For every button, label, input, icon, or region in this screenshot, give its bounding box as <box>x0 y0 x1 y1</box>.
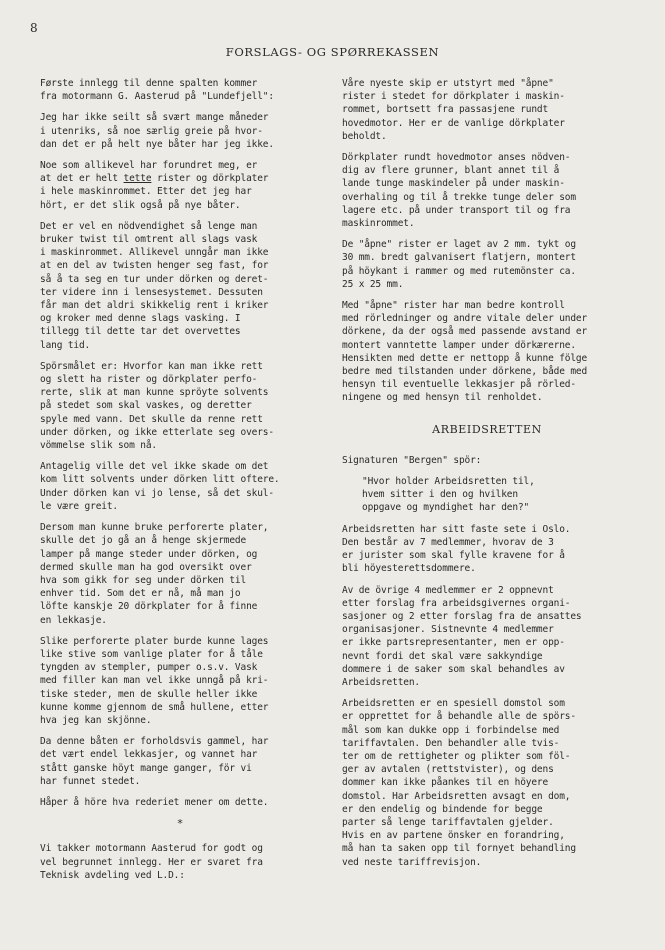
page-title: FORSLAGS- OG SPØRREKASSEN <box>225 45 440 59</box>
section-divider: * <box>176 817 184 831</box>
letter-paragraph: Slike perforerte plater burde kunne lages like stive som vanlige plater for å tåle tyngden av stempler, pumper o.s.v. Vask med filler kan man vel ikke unngå på kri- tiske steder, men de skulle heller ikke kunne komme gjennom de små hullene, etter hva jeg kan skjönne. <box>40 635 269 726</box>
reply-paragraph: Dörkplater rundt hovedmotor anses nödven- dig av flere grunner, blant annet til å lande tunge maskindeler på under maskin- overhaling og til å trekke tunge deler som lagere etc. på under transport til og fra maskinrommet. <box>342 152 576 230</box>
page-number: 8 <box>30 21 38 35</box>
answer-paragraph: Av de övrige 4 medlemmer er 2 oppnevnt etter forslag fra arbeidsgivernes organi- sasjoner og 2 etter forslag fra de ansattes organisasjoner. Sistnevnte 4 medlemmer er ikke partsrepresentanter, men er opp- nevnt fordi det skal være sakkyndige dommere i de saker som skal behandles av Arbeidsretten. <box>342 584 582 688</box>
letter-paragraph: Dersom man kunne bruke perforerte plater, skulle det jo gå an å henge skjermede lamper på mange steder under dörken, og dermed skulle man ha god oversikt over hva som gikk for seg under dörken til enhver tid. Som det er nå, må man jo löfte kanskje 20 dörkplater for å finne en lekkasje. <box>40 522 269 626</box>
letter-paragraph: Spörsmålet er: Hvorfor kan man ikke rett og slett ha rister og dörkplater perfo- rerte, slik at man kunne spröyte solvents på stedet som skal vaskes, og deretter spyle med vann. Det skulle da renne rett under dörken, og ikke etterlate seg overs- vömmelse slik som nå. <box>40 360 274 452</box>
letter-paragraph: Noe som allikevel har forundret meg, er at det er helt tette rister og dörkplater i hele maskinrommet. Etter det jeg har hört, er det slik også på nye båter. <box>40 160 269 211</box>
intro-paragraph: Første innlegg til denne spalten kommer fra motormann G. Aasterud på "Lundefjell": <box>40 78 274 103</box>
right-column <box>342 77 632 877</box>
underlined-word: tette <box>123 173 152 185</box>
question-intro: Signaturen "Bergen" spör: <box>342 454 482 466</box>
left-column <box>40 77 320 890</box>
question-quote: "Hvor holder Arbeidsretten til, hvem sitter i den og hvilken oppgave og myndighet har den?" <box>362 476 535 514</box>
answer-paragraph: Arbeidsretten har sitt faste sete i Oslo. Den består av 7 medlemmer, hvorav de 3 er jurister som skal fylle kravene for å bli höyesterettsdommere. <box>342 523 571 575</box>
reply-intro-paragraph: Vi takker motormann Aasterud for godt og vel begrunnet innlegg. Her er svaret fra Teknisk avdeling ved L.D.: <box>40 843 263 881</box>
letter-paragraph: Håper å höre hva rederiet mener om dette. <box>40 796 269 808</box>
letter-paragraph: Antagelig ville det vel ikke skade om det kom litt solvents under dörken litt oftere. Under dörken kan vi jo lense, så det skul- le være greit. <box>40 461 280 512</box>
reply-paragraph: Med "åpne" rister har man bedre kontroll med rörledninger og andre vitale deler under dörkene, da der også med passende avstand er montert vanntette lamper under dörkærerne. Hensikten med dette er nettopp å kunne fölge bedre med tilstanden under dörkene, både med hensyn til eventuelle lekkasjer på rörled- ningene og med hensyn til renholdet. <box>342 300 588 404</box>
letter-paragraph: Da denne båten er forholdsvis gammel, har det vært endel lekkasjer, og vannet har stått ganske höyt mange ganger, för vi har funnet stedet. <box>40 736 269 787</box>
letter-paragraph: Jeg har ikke seilt så svært mange måneder i utenriks, så noe særlig greie på hvor- dan det er på helt nye båter har jeg ikke. <box>40 112 274 150</box>
reply-paragraph: De "åpne" rister er laget av 2 mm. tykt og 30 mm. bredt galvanisert flatjern, montert på höykant i rammer og med rutemönster ca. 25 x 25 mm. <box>342 239 576 290</box>
reply-paragraph: Våre nyeste skip er utstyrt med "åpne" rister i stedet for dörkplater i maskin- rommet, bortsett fra passasjene rundt hovedmotor. Her er de vanlige dörkplater beholdt. <box>342 78 565 142</box>
section-heading: ARBEIDSRETTEN <box>432 422 542 436</box>
answer-paragraph: Arbeidsretten er en spesiell domstol som er opprettet for å behandle alle de spörs- mål som kan dukke opp i forbindelse med tariffavtalen. Den behandler alle tvis- ter om de rettigheter og plikter som föl- ger av avtalen (rettstvister), og dens dommer kan ikke påankes til en höyere domstol. Har Arbeidsretten avsagt en dom, er den endelig og bindende for begge parter så lenge tariffavtalen gjelder. Hvis en av partene önsker en forandring, må han ta saken opp til fornyet behandling ved neste tariffrevisjon. <box>342 698 576 868</box>
letter-paragraph: Det er vel en nödvendighet så lenge man bruker twist til omtrent all slags vask i maskinrommet. Allikevel unngår man ikke at en del av twisten henger seg fast, for så å ta seg en tur under dörken og deret- ter videre inn i lensesystemet. Dessuten får man det aldri skikkelig rent i kriker og kroker med denne slags vasking. I tillegg til dette tar det overvettes lang tid. <box>40 220 269 351</box>
